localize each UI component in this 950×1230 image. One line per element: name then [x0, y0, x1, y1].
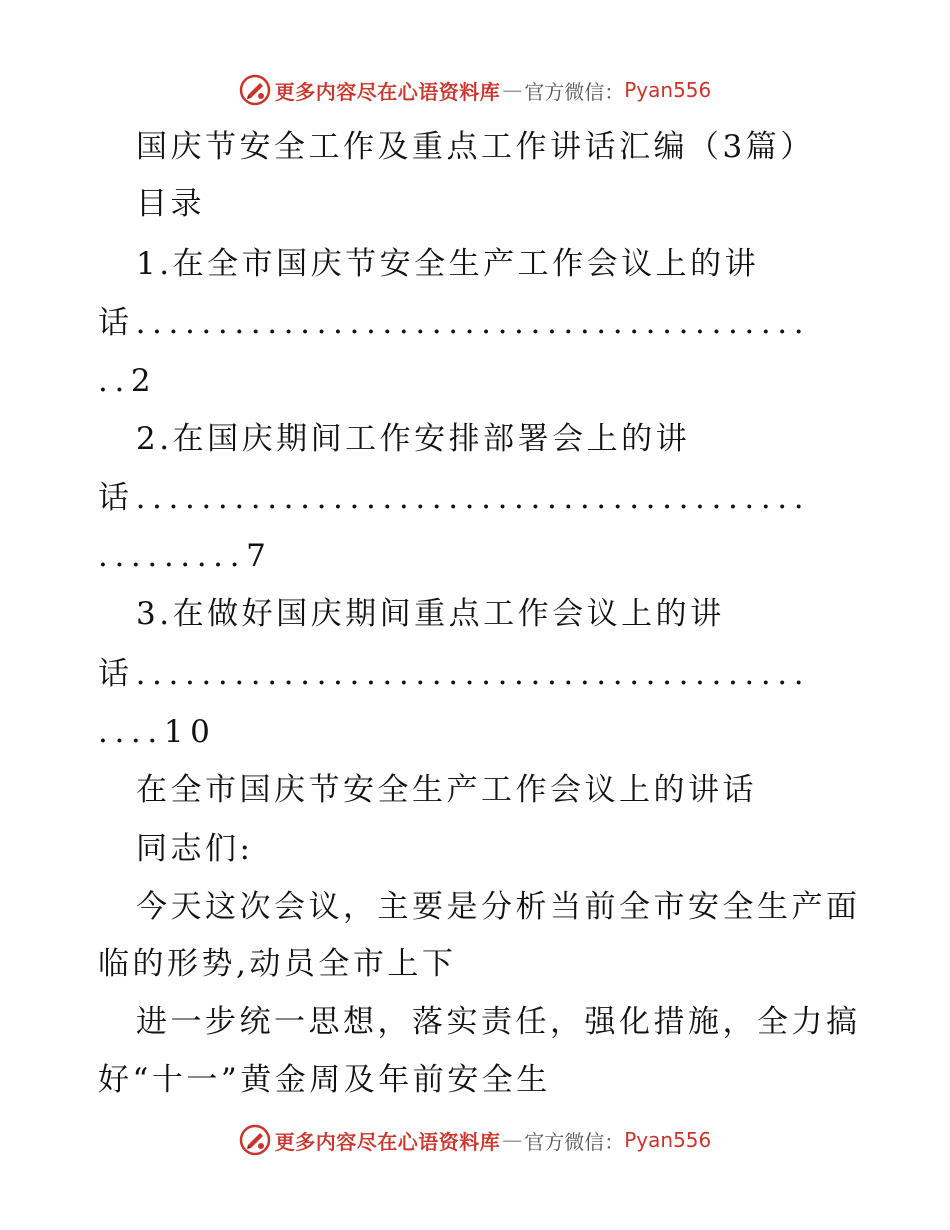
toc-item-1-page: ..2 — [98, 363, 158, 399]
watermark-wechat-id: Pyan556 — [624, 78, 712, 102]
toc-heading: 目录 — [136, 186, 205, 222]
library-logo-icon — [239, 1124, 271, 1156]
watermark-official-label: 官方微信： — [524, 79, 625, 104]
library-logo-icon — [239, 74, 271, 106]
speech-title: 在全市国庆节安全生产工作会议上的讲话 — [136, 772, 757, 808]
toc-item-3-line2: 话......................................... — [98, 656, 811, 692]
toc-item-3-line1: 3.在做好国庆期间重点工作会议上的讲 — [136, 596, 725, 632]
toc-item-1-line2: 话......................................... — [98, 305, 811, 341]
paragraph-line-1: 今天这次会议，主要是分析当前全市安全生产面 — [136, 889, 861, 925]
toc-item-1-line1: 1.在全市国庆节安全生产工作会议上的讲 — [136, 246, 760, 282]
watermark-brand: 更多内容尽在心语资料库 — [274, 79, 501, 104]
paragraph-line-3: 进一步统一思想，落实责任，强化措施，全力搞 — [136, 1004, 861, 1040]
watermark-separator: — — [502, 78, 523, 102]
toc-item-2-line1: 2.在国庆期间工作安排部署会上的讲 — [136, 421, 691, 457]
toc-item-2-line2: 话......................................... — [98, 480, 811, 516]
toc-item-2-page: .........7 — [98, 538, 273, 574]
watermark-wechat-id: Pyan556 — [624, 1128, 712, 1152]
salutation: 同志们: — [136, 831, 254, 867]
watermark-brand: 更多内容尽在心语资料库 — [274, 1129, 501, 1154]
header-watermark — [0, 72, 950, 108]
watermark-official-label: 官方微信： — [524, 1129, 625, 1154]
paragraph-line-2: 临的形势,动员全市上下 — [98, 946, 457, 982]
watermark-separator: — — [502, 1128, 523, 1152]
footer-watermark — [0, 1122, 950, 1158]
paragraph-line-4: 好“十一”黄金周及年前安全生 — [98, 1062, 551, 1098]
document-title: 国庆节安全工作及重点工作讲话汇编（3篇） — [136, 129, 815, 165]
toc-item-3-page: ....10 — [98, 714, 217, 750]
